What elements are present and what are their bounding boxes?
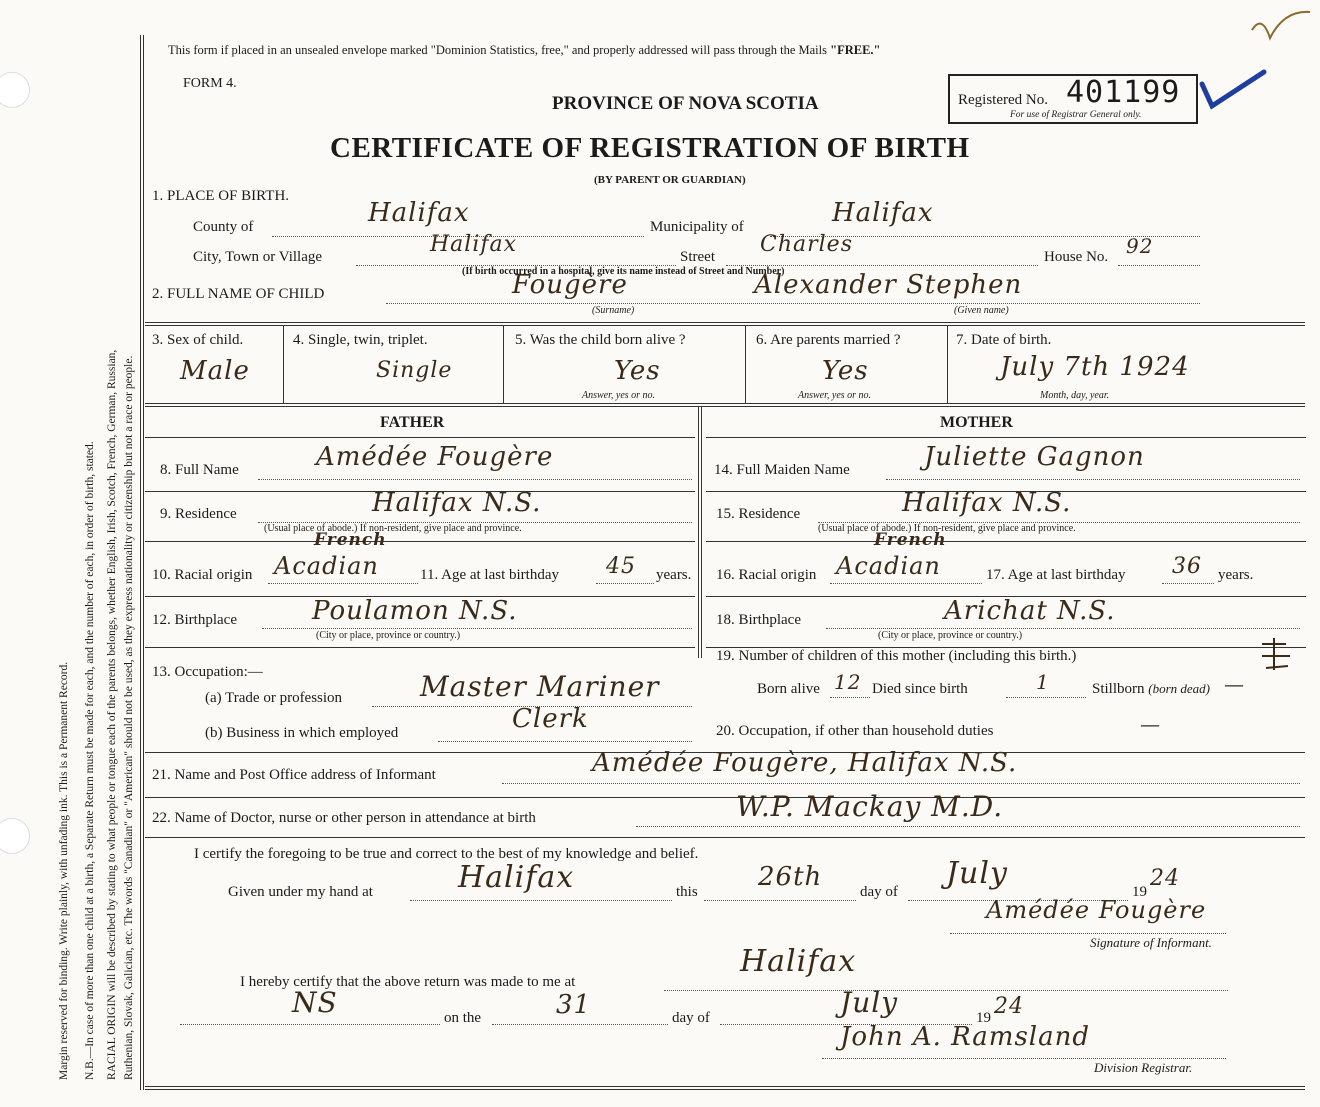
place-heading: 1. PLACE OF BIRTH. xyxy=(152,188,290,204)
mother-occupation-value: — xyxy=(1140,712,1161,736)
alive-label: 5. Was the child born alive ? xyxy=(515,332,686,348)
mother-birthplace-value: Arichat N.S. xyxy=(944,596,1116,626)
informant-label: 21. Name and Post Office address of Informant xyxy=(152,767,436,783)
certify-text: I certify the foregoing to be true and correct to the best of my knowledge and belief. xyxy=(194,846,699,862)
mother-residence-value: Halifax N.S. xyxy=(902,488,1072,518)
county-label: County of xyxy=(193,219,254,235)
father-birthplace-note: (City or place, province or country.) xyxy=(316,630,461,641)
father-years-label: years. xyxy=(656,567,692,583)
father-racial-correction: French xyxy=(314,530,387,550)
certify-day-of-label: day of xyxy=(860,884,898,900)
father-birthplace-label: 12. Birthplace xyxy=(152,612,237,628)
municipality-label: Municipality of xyxy=(650,219,744,235)
certify-month-value: July xyxy=(946,856,1008,891)
parent-divider xyxy=(698,406,702,658)
margin-border xyxy=(140,35,144,1090)
father-age-label: 11. Age at last birthday xyxy=(420,567,559,583)
married-value: Yes xyxy=(822,356,869,386)
registrar-year-value: 24 xyxy=(994,994,1024,1019)
check-mark-icon xyxy=(1248,4,1312,44)
certify-year-value: 24 xyxy=(1150,866,1180,891)
married-label: 6. Are parents married ? xyxy=(756,332,901,348)
form-number: FORM 4. xyxy=(183,76,237,91)
city-label: City, Town or Village xyxy=(193,249,323,265)
child-given-value: Alexander Stephen xyxy=(754,270,1023,300)
street-label: Street xyxy=(680,249,715,265)
stillborn-value: — xyxy=(1224,672,1245,696)
dob-label: 7. Date of birth. xyxy=(956,332,1052,348)
registrar-note: For use of Registrar General only. xyxy=(1010,110,1142,120)
father-racial-label: 10. Racial origin xyxy=(152,567,253,583)
informant-signature: Amédée Fougère xyxy=(986,896,1207,924)
mother-birthplace-note: (City or place, province or country.) xyxy=(878,630,1023,641)
mother-racial-correction: French xyxy=(874,530,947,550)
died-label: Died since birth xyxy=(872,681,968,697)
dob-note: Month, day, year. xyxy=(1040,390,1110,401)
mother-racial-label: 16. Racial origin xyxy=(716,567,817,583)
father-birthplace-value: Poulamon N.S. xyxy=(312,596,518,626)
registrar-day-of-label: day of xyxy=(672,1010,710,1026)
registrar-on-the-label: on the xyxy=(444,1010,482,1026)
margin-line-4: Ruthenian, Slovak, Galician, etc. The words "Canadian" or "American" should not be used, as they express nationality or citizenship but not a race or people. xyxy=(123,355,135,1080)
doctor-label: 22. Name of Doctor, nurse or other person in attendance at birth xyxy=(152,810,536,826)
father-business-value: Clerk xyxy=(512,704,589,734)
certificate-title: CERTIFICATE OF REGISTRATION OF BIRTH xyxy=(330,132,970,164)
father-residence-value: Halifax N.S. xyxy=(372,488,542,518)
informant-signature-label: Signature of Informant. xyxy=(1090,935,1212,950)
registrar-signature: John A. Ramsland xyxy=(840,1022,1091,1052)
registered-label: Registered No. xyxy=(958,92,1048,108)
mail-notice: This form if placed in an unsealed envelope marked "Dominion Statistics, free," and properly addressed will pass through the Mails "FREE." xyxy=(168,43,881,57)
given-place-value: Halifax xyxy=(458,860,575,895)
sex-value: Male xyxy=(180,356,250,386)
city-value: Halifax xyxy=(430,232,518,257)
father-residence-label: 9. Residence xyxy=(160,506,237,522)
father-age-value: 45 xyxy=(606,554,636,579)
mother-age-value: 36 xyxy=(1172,554,1202,579)
father-abode-note: (Usual place of abode.) If non-resident, give place and province. xyxy=(264,523,522,534)
child-surname-value: Fougère xyxy=(512,270,628,300)
father-name-label: 8. Full Name xyxy=(160,462,239,478)
house-value: 92 xyxy=(1126,234,1154,258)
born-alive-label: Born alive xyxy=(757,681,820,697)
registrar-province-value: NS xyxy=(292,986,338,1019)
registrar-signature-label: Division Registrar. xyxy=(1094,1060,1193,1075)
bottom-border xyxy=(145,1086,1305,1090)
mother-children-label: 19. Number of children of this mother (including this birth.) xyxy=(716,648,1077,664)
punch-hole-top xyxy=(0,72,30,108)
registrar-year-prefix: 19 xyxy=(976,1010,991,1026)
doctor-value: W.P. Mackay M.D. xyxy=(736,790,1004,823)
born-alive-value: 12 xyxy=(834,670,862,694)
house-label: House No. xyxy=(1044,249,1109,265)
mother-residence-label: 15. Residence xyxy=(716,506,801,522)
father-trade-label: (a) Trade or profession xyxy=(205,690,343,706)
father-occupation-label: 13. Occupation:— xyxy=(152,664,263,680)
province-heading: PROVINCE OF NOVA SCOTIA xyxy=(552,93,819,114)
mother-years-label: years. xyxy=(1218,567,1254,583)
mother-racial-value: Acadian xyxy=(836,552,941,580)
mother-birthplace-label: 18. Birthplace xyxy=(716,612,801,628)
registrar-month-value: July xyxy=(840,986,899,1019)
alive-value: Yes xyxy=(614,356,661,386)
father-heading: FATHER xyxy=(380,414,445,431)
father-business-label: (b) Business in which employed xyxy=(205,725,399,741)
surname-note: (Surname) xyxy=(592,305,635,316)
margin-line-1: Margin reserved for binding. Write plainly, with unfading ink. This is a Permanent Record. xyxy=(58,661,70,1080)
registered-box xyxy=(948,74,1198,124)
mother-occupation-label: 20. Occupation, if other than household duties xyxy=(716,723,994,739)
informant-value: Amédée Fougère, Halifax N.S. xyxy=(592,748,1018,778)
child-name-label: 2. FULL NAME OF CHILD xyxy=(152,286,325,302)
mother-abode-note: (Usual place of abode.) If non-resident, give place and province. xyxy=(818,523,1076,534)
registrar-day-value: 31 xyxy=(556,990,592,1020)
died-value: 1 xyxy=(1036,670,1050,694)
mother-name-value: Juliette Gagnon xyxy=(924,442,1145,472)
registrar-place-value: Halifax xyxy=(740,944,857,979)
county-value: Halifax xyxy=(368,198,470,228)
margin-line-2: N.B.—In case of more than one child at a birth, a Separate Return must be made for each, and the number of each, in order of birth, stated. xyxy=(84,441,96,1080)
dob-value: July 7th 1924 xyxy=(1000,352,1190,382)
mother-name-label: 14. Full Maiden Name xyxy=(714,462,850,478)
certify-day-value: 26th xyxy=(758,862,823,892)
street-value: Charles xyxy=(760,232,853,257)
father-name-value: Amédée Fougère xyxy=(316,442,554,472)
this-label: this xyxy=(676,884,698,900)
given-note: (Given name) xyxy=(954,305,1009,316)
certificate-subtitle: (BY PARENT OR GUARDIAN) xyxy=(594,174,746,186)
sex-label: 3. Sex of child. xyxy=(152,332,244,348)
registered-number: 401199 xyxy=(1066,75,1181,110)
married-note: Answer, yes or no. xyxy=(798,390,872,401)
municipality-value: Halifax xyxy=(832,198,934,228)
single-label: 4. Single, twin, triplet. xyxy=(293,332,428,348)
hospital-note: (If birth occurred in a hospital, give its name instead of Street and Number) xyxy=(462,266,785,277)
margin-line-3: RACIAL ORIGIN will be described by stating to what people or tongue each of the parents belongs, whether English, Irish, Scotch, French, German, Russian, xyxy=(106,349,118,1080)
punch-hole-bottom xyxy=(0,818,30,854)
given-label: Given under my hand at xyxy=(228,884,373,900)
father-trade-value: Master Mariner xyxy=(420,670,660,703)
registrar-text: I hereby certify that the above return was made to me at xyxy=(240,974,576,990)
mother-age-label: 17. Age at last birthday xyxy=(986,567,1126,583)
alive-note: Answer, yes or no. xyxy=(582,390,656,401)
blue-check-icon xyxy=(1196,68,1268,112)
stillborn-label: Stillborn (born dead) xyxy=(1092,681,1211,697)
single-value: Single xyxy=(376,358,453,383)
father-racial-value: Acadian xyxy=(274,552,379,580)
margin-mark-icon xyxy=(1256,636,1296,676)
certify-year-prefix: 19 xyxy=(1132,884,1147,900)
mother-heading: MOTHER xyxy=(940,414,1013,431)
